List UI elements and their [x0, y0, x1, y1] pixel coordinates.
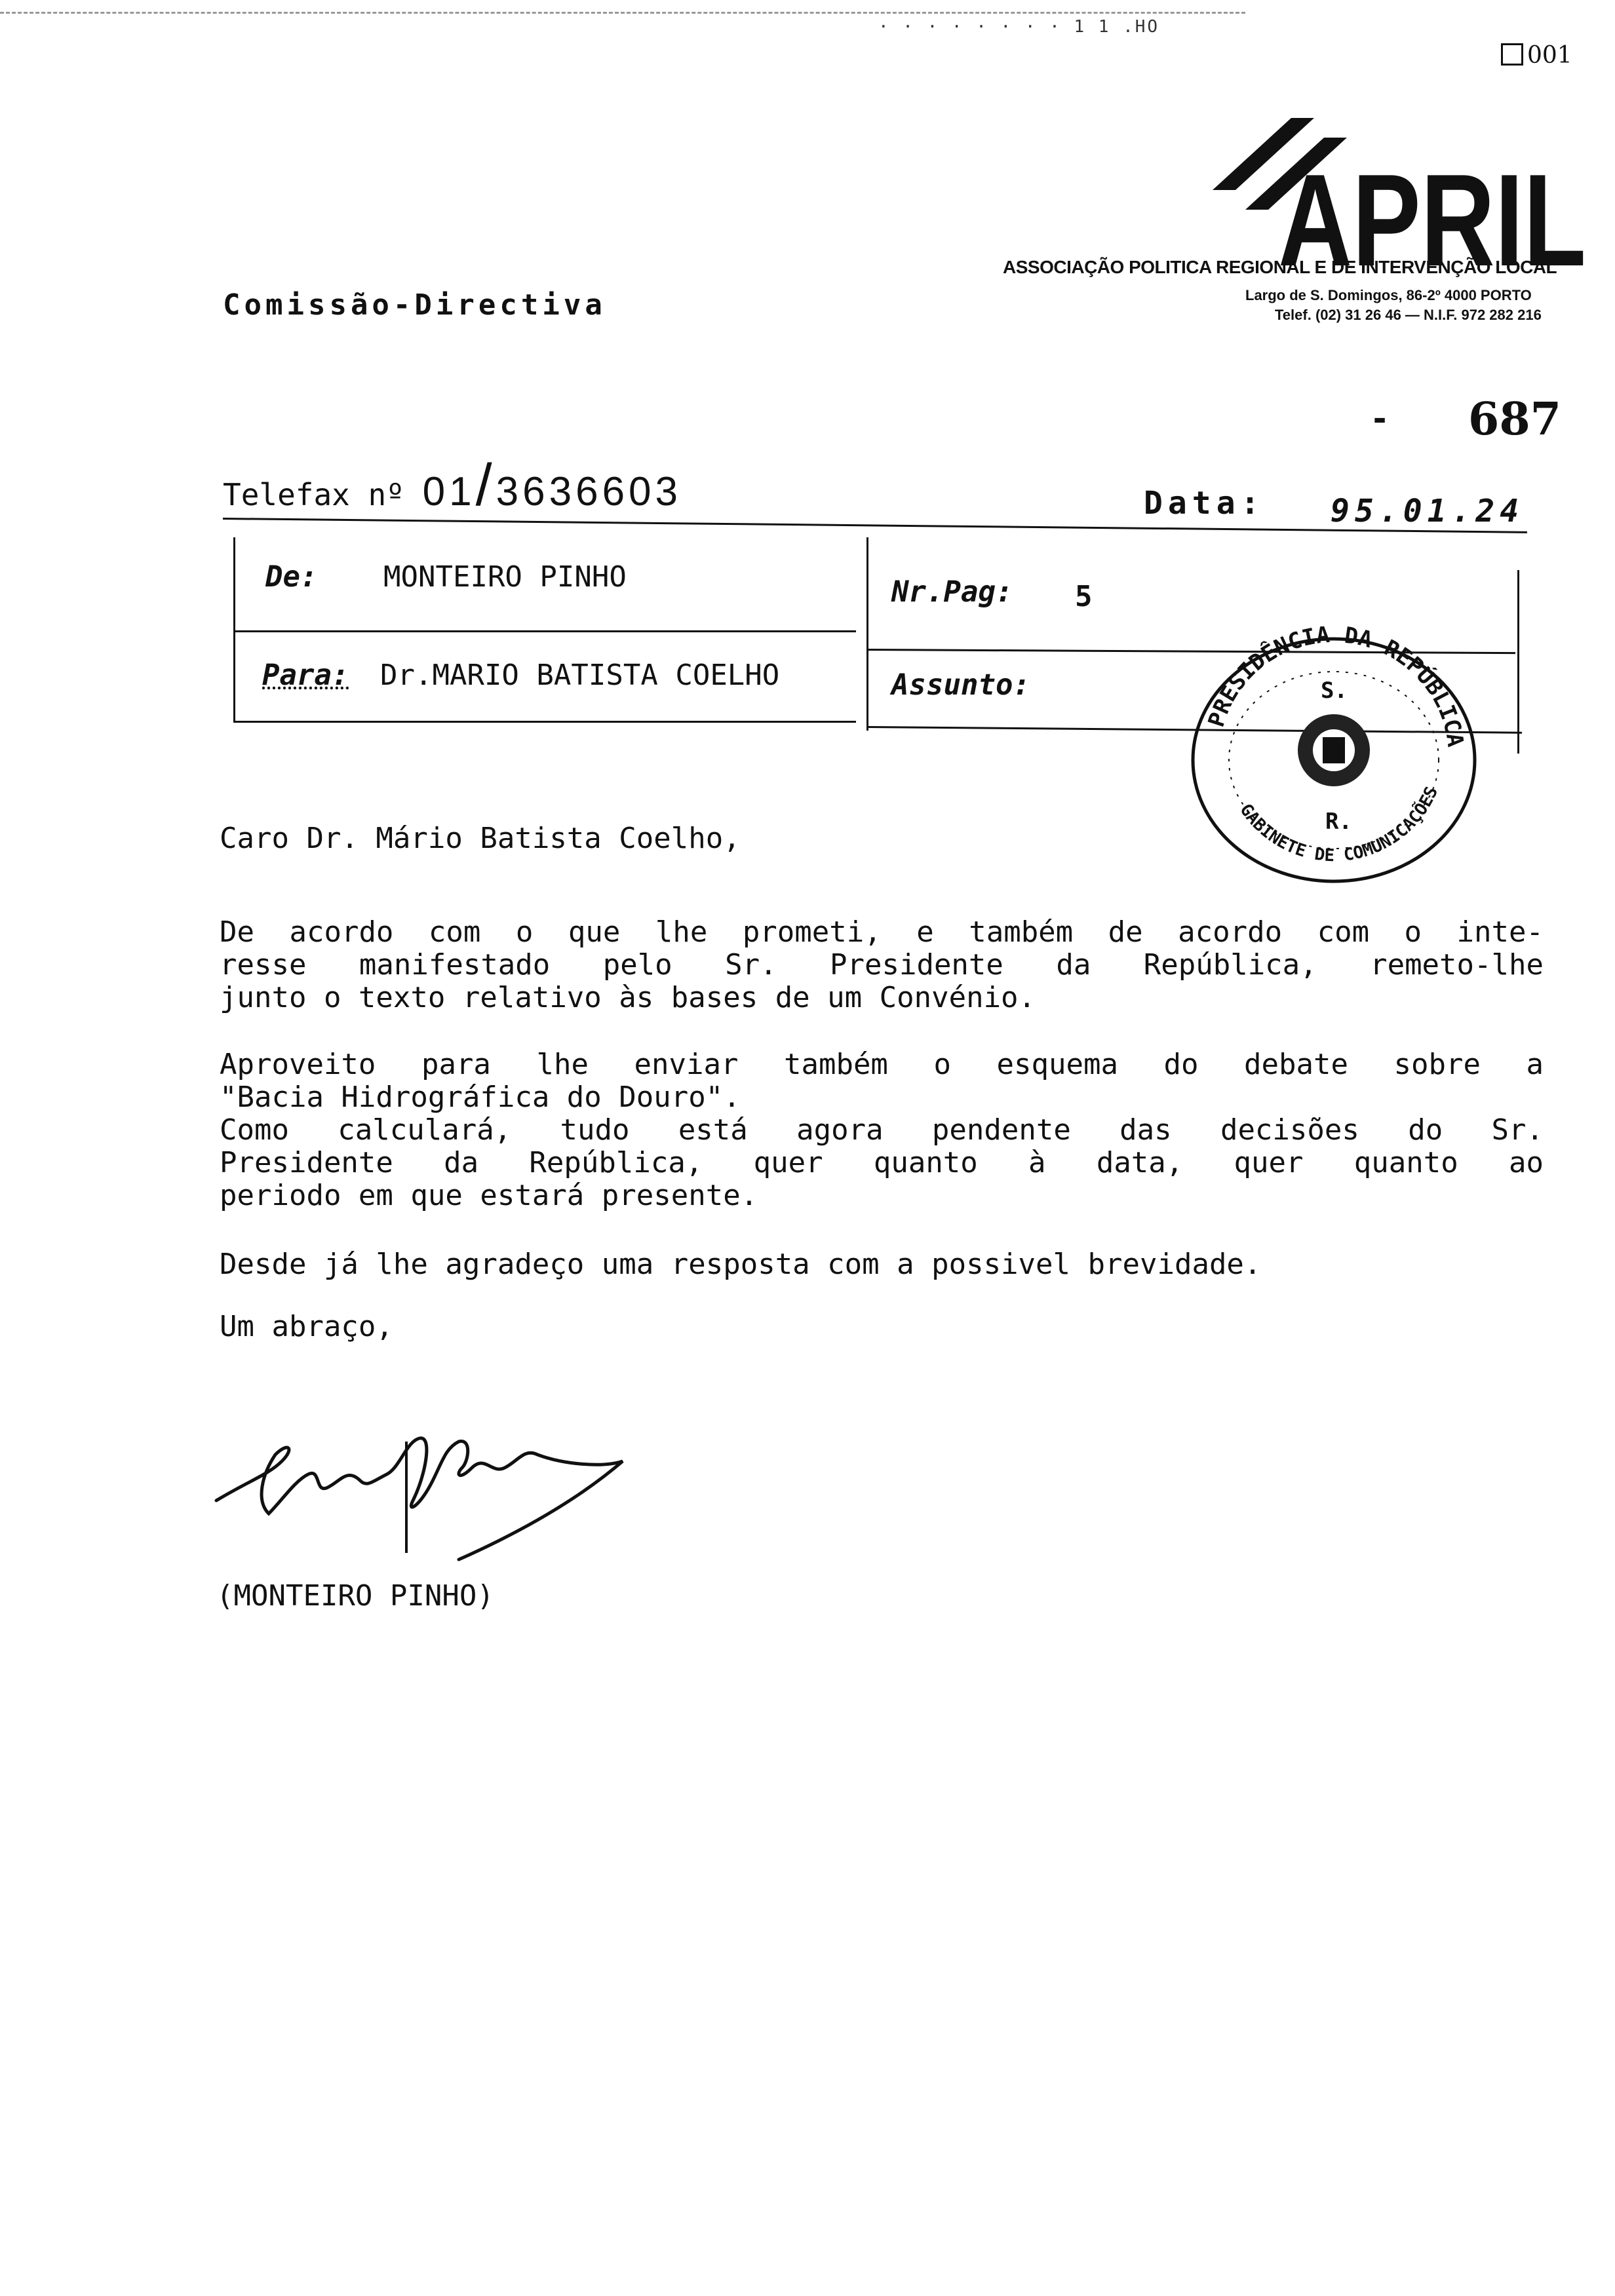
stamp-center-bottom: R.: [1325, 809, 1352, 835]
paragraph-line: De acordo com o que lhe prometi, e também de acordo com o inte-: [220, 915, 1544, 949]
register-number: 687: [1468, 393, 1561, 446]
page-number: [1501, 42, 1572, 69]
table-right-rule: [1517, 570, 1519, 754]
stamp-bottom-text: GABINETE DE COMUNICAÇÕES: [1236, 784, 1443, 866]
date-value: 95.01.24: [1331, 493, 1525, 529]
telefax-number: 3636603: [496, 469, 682, 514]
table-bottom-rule-left: [233, 721, 856, 723]
signature: [210, 1402, 629, 1573]
table-row-rule-left: [233, 630, 856, 632]
association-address: Largo de S. Domingos, 86-2º 4000 PORTO: [1245, 287, 1532, 303]
from-label: De:: [265, 560, 318, 594]
closing: Um abraço,: [220, 1310, 393, 1343]
april-logo: [1199, 111, 1593, 275]
telefax-line: [223, 452, 682, 520]
fax-transmission-header: · · · · · · · · 1 1 .HO: [878, 17, 1160, 37]
telefax-slash: /: [475, 453, 496, 518]
stamp-center-top: S.: [1321, 678, 1348, 704]
paragraph-line: Aproveito para lhe enviar também o esquema do debate sobre a: [220, 1048, 1544, 1081]
paragraph-line: junto o texto relativo às bases de um Convénio.: [220, 981, 1036, 1014]
signature-name: (MONTEIRO PINHO): [216, 1579, 494, 1613]
paragraph-line: periodo em que estará presente.: [220, 1179, 758, 1212]
committee-heading: Comissão-Directiva: [223, 288, 606, 322]
stamp-top-text: PRESIDÊNCIA DA REPÚBLICA: [1203, 621, 1469, 749]
pages-label: Nr.Pag:: [891, 575, 1013, 609]
telefax-label: Telefax nº: [223, 477, 404, 512]
from-value: MONTEIRO PINHO: [383, 560, 627, 594]
table-left-rule: [233, 537, 235, 721]
to-label: Para:: [262, 659, 349, 692]
checkbox-icon: [1501, 43, 1523, 66]
register-dash: -: [1370, 400, 1390, 438]
fax-header-line: [0, 12, 1245, 14]
to-value: Dr.MARIO BATISTA COELHO: [380, 659, 780, 692]
date-label: Data:: [1144, 485, 1265, 522]
association-phone: Telef. (02) 31 26 46 — N.I.F. 972 282 216: [1275, 307, 1542, 323]
paragraph-line: "Bacia Hidrográfica do Douro".: [220, 1081, 741, 1114]
paragraph-3: Desde já lhe agradeço uma resposta com a possivel brevidade.: [220, 1248, 1262, 1281]
association-name: ASSOCIAÇÃO POLITICA REGIONAL E DE INTERVENÇÃO LOCAL: [1003, 257, 1557, 277]
paragraph-line: resse manifestado pelo Sr. Presidente da República, remeto-lhe: [220, 948, 1544, 982]
paragraph-1: [220, 916, 1544, 1014]
page-number-value: 001: [1527, 42, 1572, 69]
coat-of-arms-icon: [1298, 714, 1370, 786]
logo-wordmark: APRIL: [1278, 147, 1586, 275]
paragraph-line: Presidente da República, quer quanto à data, quer quanto ao: [220, 1146, 1544, 1179]
paragraph-line: Como calculará, tudo está agora pendente das decisões do Sr.: [220, 1113, 1544, 1147]
salutation: Caro Dr. Mário Batista Coelho,: [220, 822, 741, 855]
table-middle-rule: [866, 537, 868, 731]
paragraph-2: [220, 1048, 1544, 1212]
subject-label: Assunto:: [891, 668, 1030, 702]
pages-value: 5: [1075, 580, 1093, 613]
telefax-prefix: 01: [422, 469, 476, 514]
